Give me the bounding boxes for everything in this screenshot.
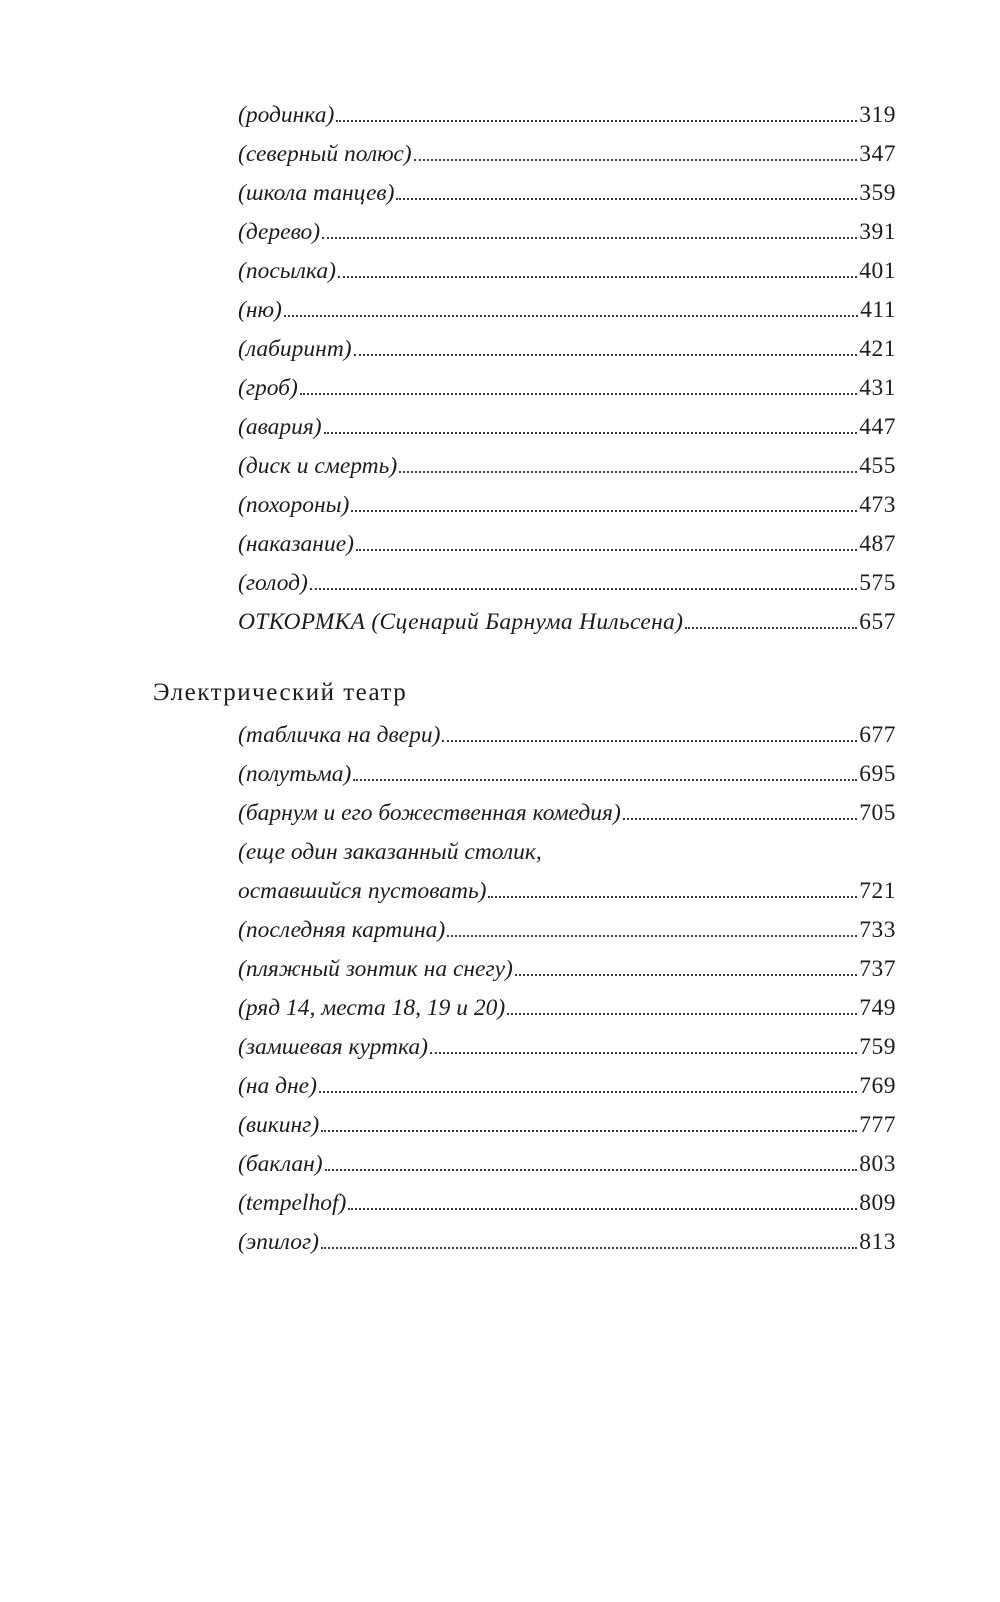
toc-entry xyxy=(238,603,896,642)
toc-entry-page: 359 xyxy=(859,180,896,206)
toc-entry xyxy=(238,989,896,1028)
toc-entry-page: 749 xyxy=(859,995,896,1021)
toc-entry-page: 319 xyxy=(859,102,896,128)
dot-leader xyxy=(356,549,857,551)
toc-entry xyxy=(238,950,896,989)
toc-entry-page: 455 xyxy=(859,453,896,479)
toc-list-part1 xyxy=(238,96,896,642)
dot-leader xyxy=(414,159,858,161)
toc-entry-page: 803 xyxy=(859,1151,896,1177)
toc-entry-title: (барнум и его божественная комедия) xyxy=(238,800,621,826)
dot-leader xyxy=(399,471,857,473)
toc-entry xyxy=(238,1067,896,1106)
toc-entry-title: (гроб) xyxy=(238,375,298,401)
dot-leader xyxy=(321,1130,857,1132)
toc-entry-title: (диск и смерть) xyxy=(238,453,398,479)
dot-leader xyxy=(430,1052,857,1054)
toc-entry-title: (на дне) xyxy=(238,1073,317,1099)
toc-entry xyxy=(238,135,896,174)
toc-entry-title: (лабиринт) xyxy=(238,336,352,362)
toc-entry-page: 733 xyxy=(859,917,896,943)
toc-entry xyxy=(238,213,896,252)
toc-entry-title: (пляжный зонтик на снегу) xyxy=(238,956,513,982)
dot-leader xyxy=(623,818,857,820)
toc-entry xyxy=(238,330,896,369)
toc-entry-page: 473 xyxy=(859,492,896,518)
toc-entry-title: (эпилог) xyxy=(238,1229,319,1255)
dot-leader xyxy=(325,1169,858,1171)
dot-leader xyxy=(447,935,857,937)
toc-entry xyxy=(238,564,896,603)
toc-entry-page: 769 xyxy=(859,1073,896,1099)
dot-leader xyxy=(685,627,857,629)
dot-leader xyxy=(284,315,858,317)
toc-entry xyxy=(238,447,896,486)
dot-leader xyxy=(351,510,857,512)
toc-entry-title: (tempelhof) xyxy=(238,1190,347,1216)
toc-entry-page: 391 xyxy=(859,219,896,245)
toc-entry-page: 347 xyxy=(859,141,896,167)
toc-entry-page: 401 xyxy=(859,258,896,284)
toc-entry xyxy=(238,486,896,525)
toc-entry xyxy=(238,1028,896,1067)
dot-leader xyxy=(310,588,857,590)
section-heading: Электрический театр xyxy=(153,679,408,706)
dot-leader xyxy=(321,1247,857,1249)
dot-leader xyxy=(300,393,857,395)
toc-entry-title: (дерево) xyxy=(238,219,321,245)
toc-entry-title: (табличка на двери) xyxy=(238,722,441,748)
toc-entry-title: (голод) xyxy=(238,570,308,596)
dot-leader xyxy=(507,1013,857,1015)
toc-entry-title: (викинг) xyxy=(238,1112,320,1138)
dot-leader xyxy=(322,237,857,239)
toc-entry-page: 677 xyxy=(859,722,896,748)
toc-entry-title: (посылка) xyxy=(238,258,336,284)
toc-entry xyxy=(238,96,896,135)
dot-leader xyxy=(442,740,857,742)
toc-entry xyxy=(238,794,896,833)
toc-entry-page: 431 xyxy=(859,375,896,401)
toc-entry xyxy=(238,1184,896,1223)
toc-entry xyxy=(238,911,896,950)
dot-leader xyxy=(324,432,858,434)
toc-entry-page: 575 xyxy=(859,570,896,596)
toc-entry-title: (последняя картина) xyxy=(238,917,446,943)
toc-entry xyxy=(238,174,896,213)
toc-entry xyxy=(238,1106,896,1145)
toc-entry-page: 705 xyxy=(859,800,896,826)
toc-entry-page: 759 xyxy=(859,1034,896,1060)
dot-leader xyxy=(396,198,857,200)
toc-entry xyxy=(238,252,896,291)
toc-entry xyxy=(238,408,896,447)
toc-entry-title: (ряд 14, места 18, 19 и 20) xyxy=(238,995,506,1021)
toc-entry-page: 657 xyxy=(859,609,896,635)
dot-leader xyxy=(488,896,857,898)
dot-leader xyxy=(348,1208,857,1210)
toc-entry-title: (полутьма) xyxy=(238,761,352,787)
toc-entry-title: (северный полюс) xyxy=(238,141,412,167)
toc-entry xyxy=(238,291,896,330)
toc-entry-page: 737 xyxy=(859,956,896,982)
toc-entry xyxy=(238,525,896,564)
toc-entry-title: (ню) xyxy=(238,297,282,323)
toc-entry-title: (школа танцев) xyxy=(238,180,395,206)
toc-entry xyxy=(238,755,896,794)
toc-entry-page: 721 xyxy=(859,878,896,904)
toc-entry-page: 411 xyxy=(860,297,896,323)
toc-entry-title: оставшийся пустовать) xyxy=(238,878,487,904)
toc-entry-page: 777 xyxy=(859,1112,896,1138)
toc-entry xyxy=(238,1145,896,1184)
toc-entry-title: (баклан) xyxy=(238,1151,323,1177)
toc-entry-title-line1: (еще один заказанный столик, xyxy=(238,839,542,865)
toc-entry-title: (наказание) xyxy=(238,531,354,557)
toc-entry xyxy=(238,1223,896,1262)
dot-leader xyxy=(515,974,857,976)
toc-entry-title: (замшевая куртка) xyxy=(238,1034,429,1060)
toc-entry-line1 xyxy=(238,833,896,872)
toc-entry-page: 421 xyxy=(859,336,896,362)
dot-leader xyxy=(319,1091,857,1093)
toc-entry-page: 695 xyxy=(859,761,896,787)
dot-leader xyxy=(353,779,857,781)
toc-entry xyxy=(238,369,896,408)
toc-entry-title: (авария) xyxy=(238,414,322,440)
dot-leader xyxy=(336,120,857,122)
toc-entry-title: ОТКОРМКА (Сценарий Барнума Нильсена) xyxy=(238,609,684,635)
toc-entry-page: 487 xyxy=(859,531,896,557)
toc-entry xyxy=(238,872,896,911)
toc-entry xyxy=(238,716,896,755)
toc-entry-page: 809 xyxy=(859,1190,896,1216)
dot-leader xyxy=(354,354,858,356)
toc-entry-page: 447 xyxy=(859,414,896,440)
toc-entry-title: (похороны) xyxy=(238,492,350,518)
dot-leader xyxy=(338,276,857,278)
toc-list-part2 xyxy=(238,716,896,1262)
toc-entry-title: (родинка) xyxy=(238,102,335,128)
toc-entry-page: 813 xyxy=(859,1229,896,1255)
